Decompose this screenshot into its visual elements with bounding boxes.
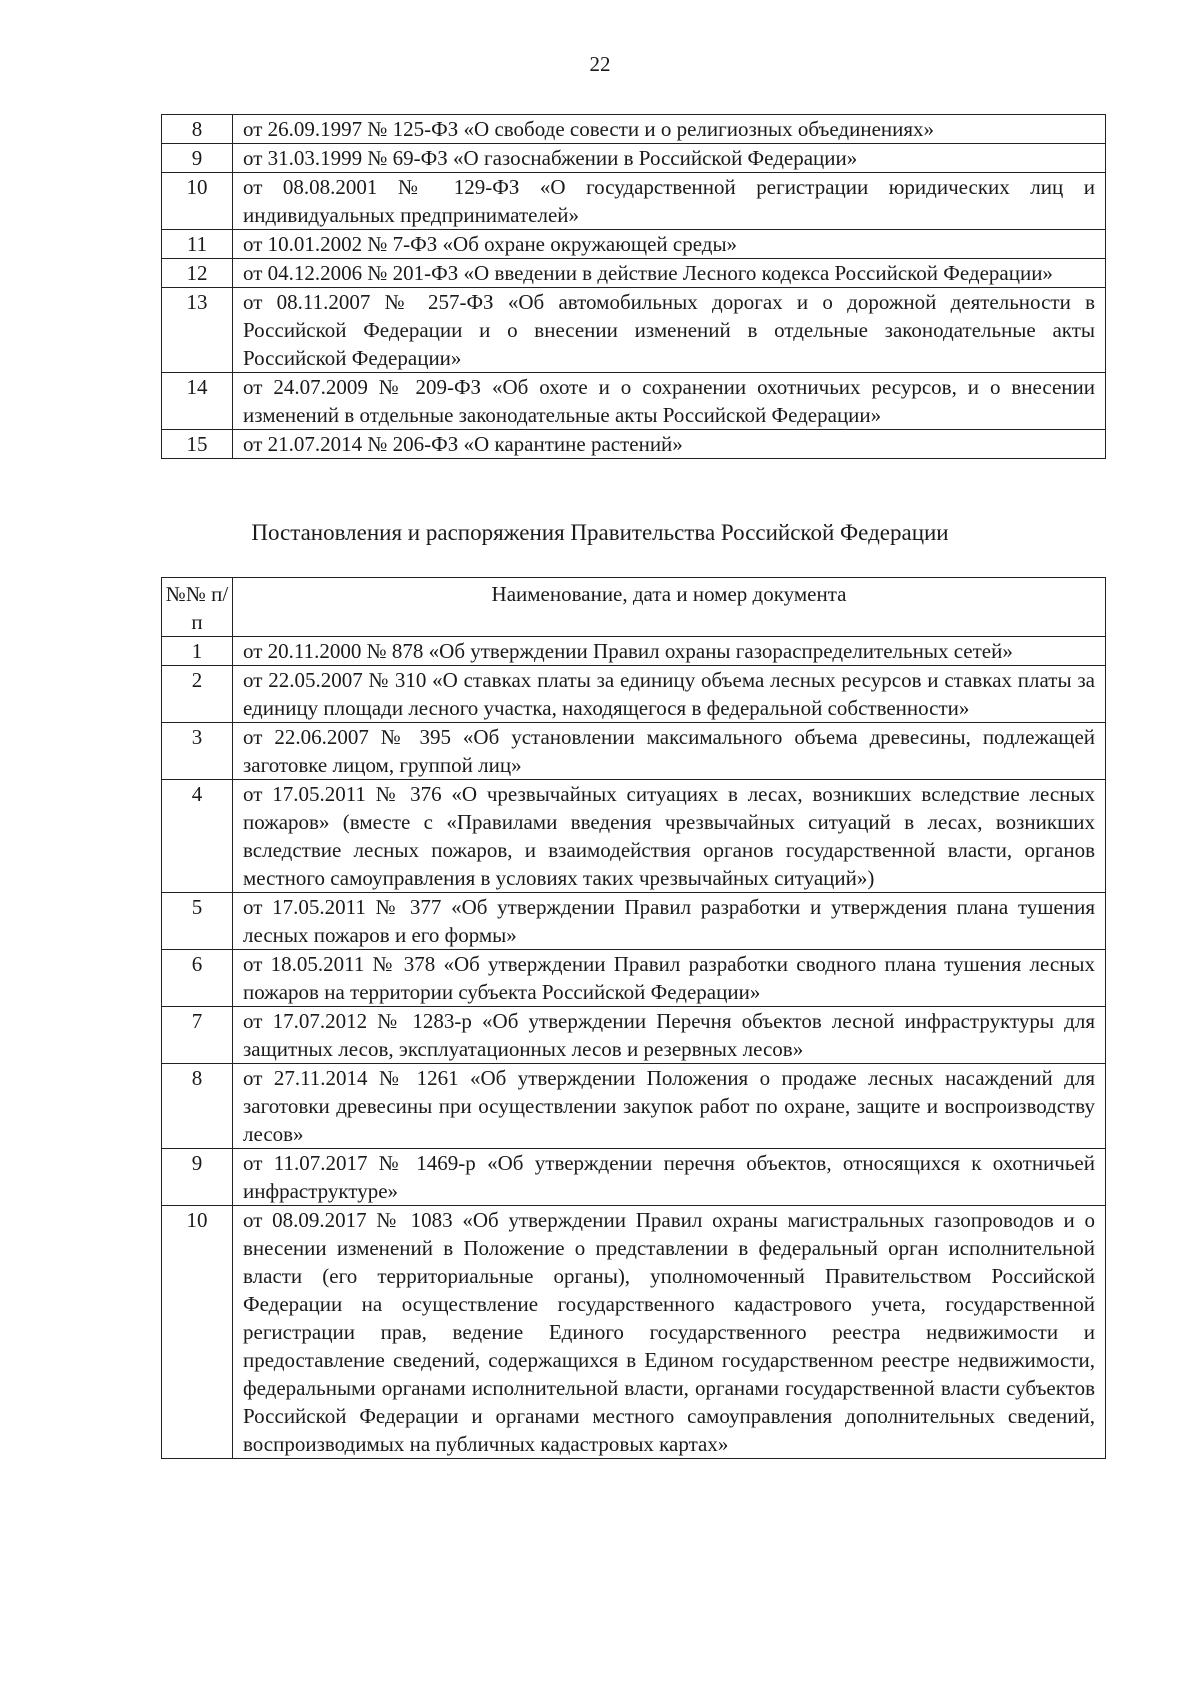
row-number: 6 [162,950,233,1007]
document-description: от 27.11.2014 № 1261 «Об утверждении Положения о продаже лесных насаждений для заготовки древесины при осуществлении закупок работ по охране, защите и воспроизводству лесов» [233,1064,1106,1149]
table-row [162,230,1106,259]
document-description: от 17.05.2011 № 377 «Об утверждении Правил разработки и утверждения плана тушения лесных пожаров и его формы» [233,893,1106,950]
section-title: Постановления и распоряжения Правительства Российской Федерации [251,520,949,545]
document-description: от 26.09.1997 № 125-ФЗ «О свободе совести и о религиозных объединениях» [233,115,1106,144]
table-row [162,1149,1106,1206]
row-number: 10 [162,1206,233,1459]
document-description: от 08.11.2007 № 257-ФЗ «Об автомобильных дорогах и о дорожной деятельности в Российской Федерации и о внесении изменений в отдельные законодательные акты Российской Федерации» [233,288,1106,373]
row-number: 7 [162,1007,233,1064]
table-row [162,288,1106,373]
document-description: от 11.07.2017 № 1469-р «Об утверждении перечня объектов, относящихся к охотничьей инфраструктуре» [233,1149,1106,1206]
document-description: от 17.07.2012 № 1283-р «Об утверждении Перечня объектов лесной инфраструктуры для защитных лесов, эксплуатационных лесов и резервных лесов» [233,1007,1106,1064]
table-row [162,373,1106,430]
row-number: 2 [162,666,233,723]
document-description: от 24.07.2009 № 209-ФЗ «Об охоте и о сохранении охотничьих ресурсов, и о внесении изменений в отдельные законодательные акты Российской Федерации» [233,373,1106,430]
document-description: от 08.08.2001 № 129-ФЗ «О государственной регистрации юридических лиц и индивидуальных предпринимателей» [233,173,1106,230]
document-description: от 22.05.2007 № 310 «О ставках платы за единицу объема лесных ресурсов и ставках платы за единицу площади лесного участка, находящегося в федеральной собственности» [233,666,1106,723]
document-description: от 17.05.2011 № 376 «О чрезвычайных ситуациях в лесах, возникших вследствие лесных пожаров» (вместе с «Правилами введения чрезвычайных ситуаций в лесах, возникших вследствие лесных пожаров, и взаимодействия органов государственной власти, органов местного самоуправления в условиях таких чрезвычайных ситуаций») [233,780,1106,893]
row-number: 9 [162,1149,233,1206]
table-row [162,430,1106,459]
table-row [162,115,1106,144]
document-description: от 10.01.2002 № 7-ФЗ «Об охране окружающей среды» [233,230,1106,259]
table-row [162,1206,1106,1459]
document-description: от 04.12.2006 № 201-ФЗ «О введении в действие Лесного кодекса Российской Федерации» [233,259,1106,288]
table-row [162,666,1106,723]
table-row [162,637,1106,666]
table-row [162,259,1106,288]
row-number: 8 [162,115,233,144]
page-number: 22 [589,52,611,76]
row-number: 9 [162,144,233,173]
row-number: 13 [162,288,233,373]
row-number: 3 [162,723,233,780]
column-header-number: №№ п/п [162,578,233,637]
table-row [162,173,1106,230]
government-decrees-table [161,577,1106,1459]
table-row [162,780,1106,893]
column-header-name: Наименование, дата и номер документа [233,578,1106,637]
table-row [162,1064,1106,1149]
document-description: от 22.06.2007 № 395 «Об установлении максимального объема древесины, подлежащей заготовке лицом, группой лиц» [233,723,1106,780]
row-number: 15 [162,430,233,459]
document-description: от 18.05.2011 № 378 «Об утверждении Правил разработки сводного плана тушения лесных пожаров на территории субъекта Российской Федерации» [233,950,1106,1007]
row-number: 4 [162,780,233,893]
table-row [162,950,1106,1007]
document-description: от 08.09.2017 № 1083 «Об утверждении Правил охраны магистральных газопроводов и о внесении изменений в Положение о представлении в федеральный орган исполнительной власти (его территориальные органы), уполномоченный Правительством Российской Федерации на осуществление государственного кадастрового учета, государственной регистрации прав, ведение Единого государственного реестра недвижимости и предоставление сведений, содержащихся в Едином государственном реестре недвижимости, федеральными органами исполнительной власти, органами государственной власти субъектов Российской Федерации и органами местного самоуправления дополнительных сведений, воспроизводимых на публичных кадастровых картах» [233,1206,1106,1459]
row-number: 12 [162,259,233,288]
row-number: 10 [162,173,233,230]
table-header-row [162,578,1106,637]
federal-laws-table [161,114,1106,459]
document-description: от 31.03.1999 № 69-ФЗ «О газоснабжении в Российской Федерации» [233,144,1106,173]
table-row [162,723,1106,780]
document-description: от 21.07.2014 № 206-ФЗ «О карантине растений» [233,430,1106,459]
row-number: 8 [162,1064,233,1149]
table-row [162,1007,1106,1064]
table-row [162,893,1106,950]
document-description: от 20.11.2000 № 878 «Об утверждении Правил охраны газораспределительных сетей» [233,637,1106,666]
row-number: 14 [162,373,233,430]
row-number: 5 [162,893,233,950]
row-number: 11 [162,230,233,259]
table-row [162,144,1106,173]
row-number: 1 [162,637,233,666]
